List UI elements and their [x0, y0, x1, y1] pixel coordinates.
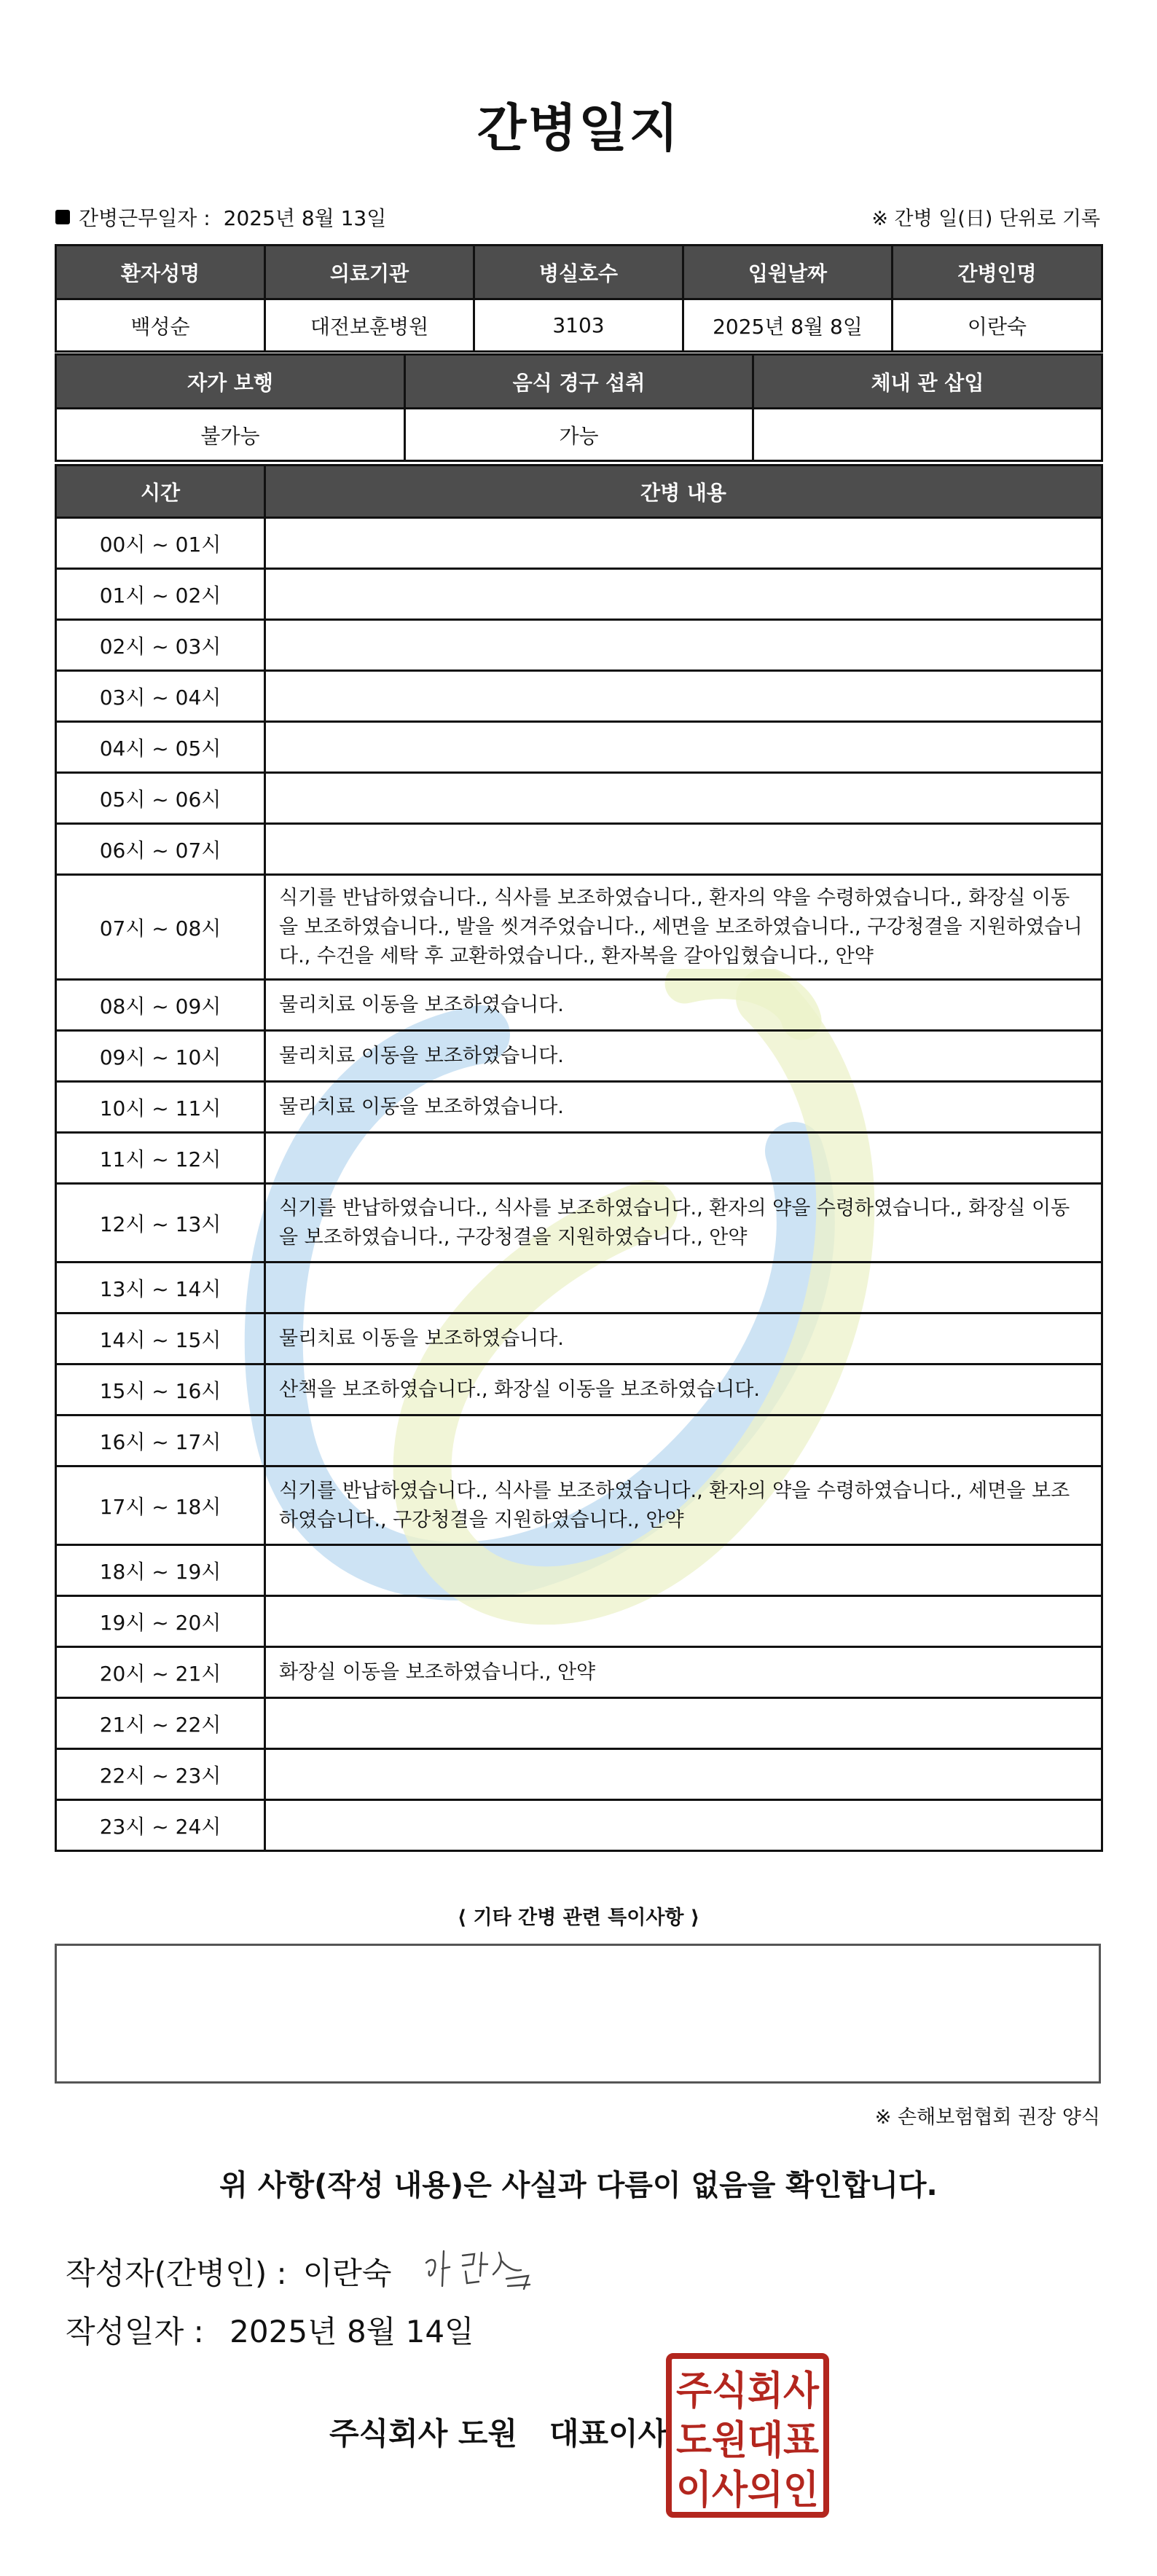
table-row	[56, 1698, 1102, 1749]
table-row	[56, 1133, 1102, 1184]
table-row	[56, 671, 1102, 722]
table-row	[56, 1082, 1102, 1133]
document-title: 간병일지	[476, 98, 681, 158]
log-content-cell	[265, 773, 1102, 824]
table-row	[56, 1184, 1102, 1263]
log-content-cell: 산책을 보조하였습니다., 화장실 이동을 보조하였습니다.	[265, 1364, 1102, 1415]
work-date	[55, 203, 386, 232]
table-row	[56, 1031, 1102, 1082]
patient-info-value-row	[56, 299, 1102, 352]
hospital-name: 대전보훈병원	[265, 299, 474, 352]
log-content-cell: 식기를 반납하였습니다., 식사를 보조하였습니다., 환자의 약을 수령하였습니다., 화장실 이동을 보조하였습니다., 구강청결을 지원하였습니다., 안약	[265, 1184, 1102, 1263]
log-time-cell: 08시 ~ 09시	[56, 980, 265, 1031]
header-room: 병실호수	[474, 246, 683, 299]
admission-date: 2025년 8월 8일	[683, 299, 893, 352]
table-row	[56, 518, 1102, 569]
special-notes-title: ⟨ 기타 간병 관련 특이사항 ⟩	[457, 1907, 700, 1929]
table-row	[56, 1415, 1102, 1466]
caregiver-name: 이란숙	[893, 299, 1102, 352]
work-date-value: 2025년 8월 13일	[223, 206, 387, 230]
log-time-cell: 13시 ~ 14시	[56, 1263, 265, 1313]
log-content-cell: 물리치료 이동을 보조하였습니다.	[265, 1031, 1102, 1082]
special-notes-box	[55, 1944, 1101, 2084]
log-time-cell: 22시 ~ 23시	[56, 1749, 265, 1800]
table-row	[56, 1596, 1102, 1647]
svg-text:주식회사: 주식회사	[676, 2368, 820, 2414]
log-content-cell	[265, 1263, 1102, 1313]
table-row	[56, 620, 1102, 671]
header-admission-date: 입원날짜	[683, 246, 893, 299]
log-content-cell	[265, 620, 1102, 671]
log-content-cell	[265, 518, 1102, 569]
company-representative: 주식회사 도원 대표이사	[329, 2416, 668, 2451]
log-time-cell: 04시 ~ 05시	[56, 722, 265, 773]
write-date-line	[66, 2308, 474, 2352]
log-time-cell: 11시 ~ 12시	[56, 1133, 265, 1184]
care-log-table	[55, 464, 1103, 1852]
table-row	[56, 773, 1102, 824]
log-content-cell	[265, 1596, 1102, 1647]
table-row	[56, 569, 1102, 620]
log-time-cell: 03시 ~ 04시	[56, 671, 265, 722]
log-time-cell: 17시 ~ 18시	[56, 1466, 265, 1545]
header-oral-intake: 음식 경구 섭취	[405, 355, 753, 409]
table-row	[56, 1749, 1102, 1800]
log-content-cell	[265, 671, 1102, 722]
header-hospital: 의료기관	[265, 246, 474, 299]
log-content-cell: 화장실 이동을 보조하였습니다., 안약	[265, 1647, 1102, 1698]
header-time: 시간	[56, 466, 265, 518]
tube-insertion-status	[753, 409, 1102, 461]
svg-text:이사의인: 이사의인	[676, 2467, 819, 2513]
table-row	[56, 1466, 1102, 1545]
svg-text:도원대표: 도원대표	[676, 2417, 819, 2463]
log-content-cell	[265, 1133, 1102, 1184]
table-row	[56, 824, 1102, 875]
care-log-header-row	[56, 466, 1102, 518]
log-content-cell	[265, 1415, 1102, 1466]
header-tube-insertion: 체내 관 삽입	[753, 355, 1102, 409]
table-row	[56, 1800, 1102, 1851]
log-content-cell: 식기를 반납하였습니다., 식사를 보조하였습니다., 환자의 약을 수령하였습니다., 화장실 이동을 보조하였습니다., 발을 씻겨주었습니다., 세면을 보조하였습니다., 구강청결을 지원하였습니다., 수건을 세탁 후 교환하였습니다., 환자복을 갈아입혔습니다., 안약	[265, 875, 1102, 980]
room-number: 3103	[474, 299, 683, 352]
work-date-label: 간병근무일자 :	[79, 206, 211, 230]
log-time-cell: 06시 ~ 07시	[56, 824, 265, 875]
status-header-row	[56, 355, 1102, 409]
log-time-cell: 21시 ~ 22시	[56, 1698, 265, 1749]
form-source-note: ※ 손해보험협회 권장 양식	[874, 2106, 1100, 2129]
patient-info-header-row	[56, 246, 1102, 299]
table-row	[56, 722, 1102, 773]
log-time-cell: 07시 ~ 08시	[56, 875, 265, 980]
log-content-cell	[265, 1698, 1102, 1749]
log-content-cell: 물리치료 이동을 보조하였습니다.	[265, 1313, 1102, 1364]
log-content-cell	[265, 722, 1102, 773]
log-time-cell: 20시 ~ 21시	[56, 1647, 265, 1698]
log-content-cell: 물리치료 이동을 보조하였습니다.	[265, 1082, 1102, 1133]
table-row	[56, 1263, 1102, 1313]
log-time-cell: 19시 ~ 20시	[56, 1596, 265, 1647]
log-content-cell	[265, 824, 1102, 875]
log-content-cell	[265, 569, 1102, 620]
table-row	[56, 980, 1102, 1031]
log-time-cell: 14시 ~ 15시	[56, 1313, 265, 1364]
header-patient-name: 환자성명	[56, 246, 265, 299]
writer-line	[66, 2242, 552, 2301]
status-value-row	[56, 409, 1102, 461]
patient-status-table	[55, 353, 1103, 462]
log-time-cell: 01시 ~ 02시	[56, 569, 265, 620]
log-content-cell: 물리치료 이동을 보조하였습니다.	[265, 980, 1102, 1031]
log-content-cell: 식기를 반납하였습니다., 식사를 보조하였습니다., 환자의 약을 수령하였습니다., 세면을 보조하였습니다., 구강청결을 지원하였습니다., 안약	[265, 1466, 1102, 1545]
write-date-label: 작성일자 :	[66, 2314, 204, 2349]
log-time-cell: 16시 ~ 17시	[56, 1415, 265, 1466]
log-content-cell	[265, 1749, 1102, 1800]
log-time-cell: 05시 ~ 06시	[56, 773, 265, 824]
writer-label: 작성자(간병인) :	[66, 2255, 287, 2291]
log-time-cell: 09시 ~ 10시	[56, 1031, 265, 1082]
confirmation-statement: 위 사항(작성 내용)은 사실과 다름이 없음을 확인합니다.	[219, 2169, 938, 2202]
record-unit-note: ※ 간병 일(日) 단위로 기록	[871, 208, 1100, 230]
header-caregiver: 간병인명	[893, 246, 1102, 299]
patient-info-table	[55, 244, 1103, 353]
log-time-cell: 15시 ~ 16시	[56, 1364, 265, 1415]
table-row	[56, 1364, 1102, 1415]
walking-status: 불가능	[56, 409, 405, 461]
table-row	[56, 1313, 1102, 1364]
log-content-cell	[265, 1800, 1102, 1851]
log-time-cell: 23시 ~ 24시	[56, 1800, 265, 1851]
log-time-cell: 12시 ~ 13시	[56, 1184, 265, 1263]
table-row	[56, 875, 1102, 980]
handwritten-signature	[420, 2242, 552, 2301]
header-care-content: 간병 내용	[265, 466, 1102, 518]
log-time-cell: 18시 ~ 19시	[56, 1545, 265, 1596]
writer-name: 이란숙	[302, 2255, 392, 2291]
table-row	[56, 1647, 1102, 1698]
square-bullet-icon	[55, 210, 70, 224]
log-time-cell: 02시 ~ 03시	[56, 620, 265, 671]
log-time-cell: 00시 ~ 01시	[56, 518, 265, 569]
log-time-cell: 10시 ~ 11시	[56, 1082, 265, 1133]
log-content-cell	[265, 1545, 1102, 1596]
oral-intake-status: 가능	[405, 409, 753, 461]
write-date-value: 2025년 8월 14일	[230, 2314, 474, 2349]
patient-name: 백성순	[56, 299, 265, 352]
company-seal-stamp	[664, 2352, 831, 2519]
header-walking: 자가 보행	[56, 355, 405, 409]
table-row	[56, 1545, 1102, 1596]
